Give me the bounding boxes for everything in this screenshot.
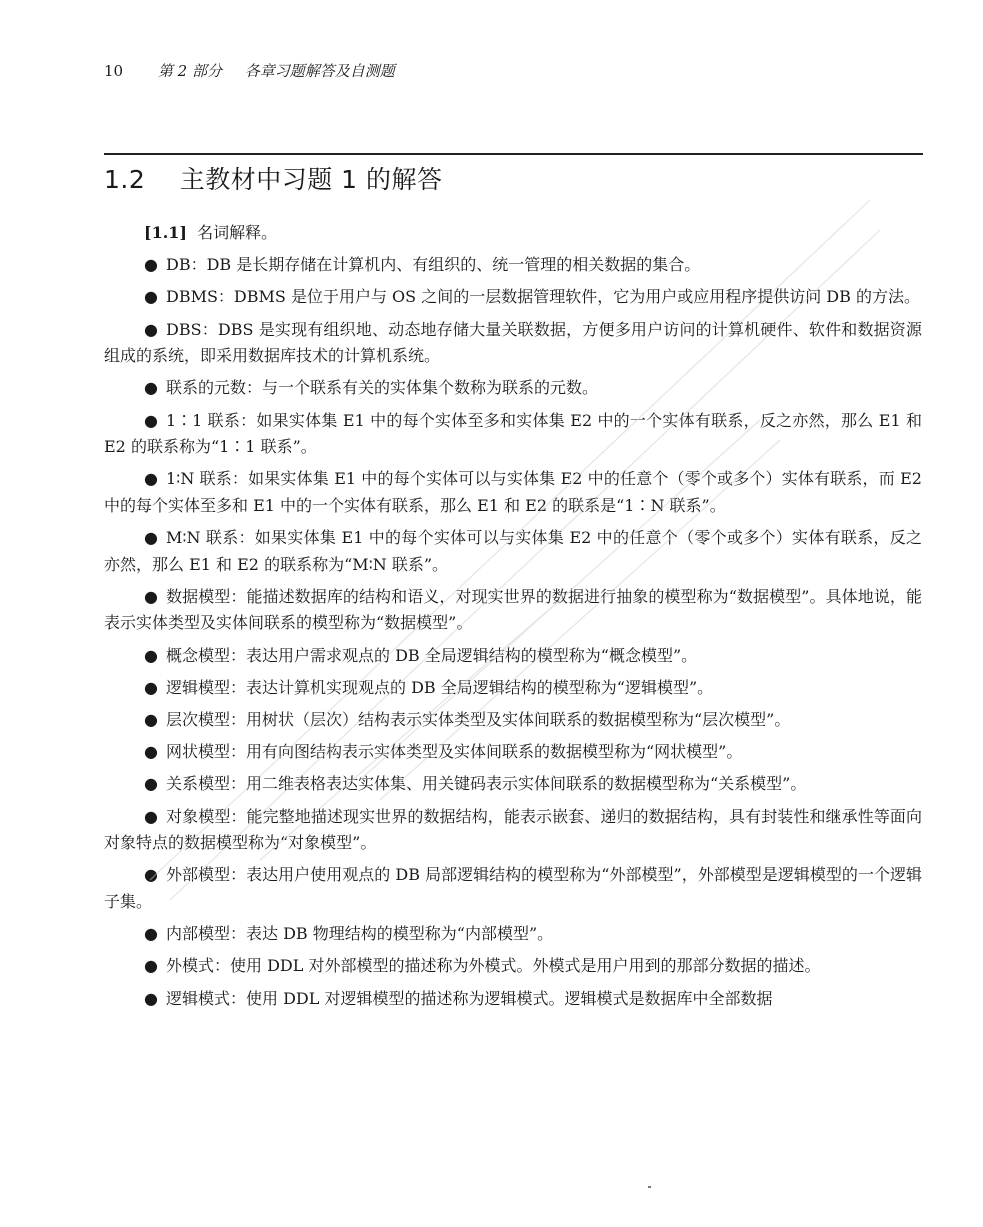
definition-item [104, 317, 922, 370]
definition-text: M∶N 联系：如果实体集 E1 中的每个实体可以与实体集 E2 中的任意个（零个或多个）实体有联系，反之亦然，那么 E1 和 E2 的联系称为“M∶N 联系”。 [104, 528, 922, 574]
bullet-icon: ● [144, 586, 158, 606]
definition-text: 1∶N 联系：如果实体集 E1 中的每个实体可以与实体集 E2 中的任意个（零个或多个）实体有联系，而 E2 中的每个实体至多和 E1 中的一个实体有联系，那么 E1 和 E2 的联系是“1∶N 联系”。 [104, 469, 922, 515]
definition-text: 关系模型：用二维表格表达实体集、用关键码表示实体间联系的数据模型称为“关系模型”。 [166, 774, 807, 794]
definition-item [104, 862, 922, 915]
definition-item [104, 375, 922, 402]
bullet-icon: ● [144, 410, 158, 430]
definition-item [104, 771, 922, 798]
intro-text: 名词解释。 [197, 223, 278, 242]
bullet-icon: ● [144, 287, 158, 307]
definition-list [104, 252, 922, 1012]
intro-paragraph [104, 220, 922, 247]
definition-text: DB：DB 是长期存储在计算机内、有组织的、统一管理的相关数据的集合。 [166, 255, 701, 275]
definition-text: 数据模型：能描述数据库的结构和语义，对现实世界的数据进行抽象的模型称为“数据模型”。具体地说，能表示实体类型及实体间联系的模型称为“数据模型”。 [104, 586, 922, 633]
definition-text: 逻辑模式：使用 DDL 对逻辑模型的描述称为逻辑模式。逻辑模式是数据库中全部数据 [166, 988, 773, 1008]
definition-text: 概念模型：表达用户需求观点的 DB 全局逻辑结构的模型称为“概念模型”。 [166, 645, 698, 665]
bullet-icon: ● [144, 710, 158, 730]
bullet-icon: ● [144, 528, 158, 548]
exercise-ref: [1.1] [144, 223, 187, 242]
definition-item [104, 284, 922, 311]
definition-item [104, 252, 922, 279]
bullet-icon: ● [144, 742, 158, 762]
definition-text: 1∶1 联系：如果实体集 E1 中的每个实体至多和实体集 E2 中的一个实体有联系，反之亦然，那么 E1 和 E2 的联系称为“1∶1 联系”。 [104, 410, 922, 457]
definition-text: 外部模型：表达用户使用观点的 DB 局部逻辑结构的模型称为“外部模型”，外部模型是逻辑模型的一个逻辑子集。 [104, 865, 922, 911]
definition-item [104, 953, 922, 980]
bullet-icon: ● [144, 924, 158, 944]
running-header [104, 60, 395, 81]
bullet-icon: ● [144, 806, 158, 826]
bullet-icon: ● [144, 319, 158, 339]
page-number: 10 [104, 62, 124, 80]
definition-item [104, 643, 922, 670]
definition-item [104, 986, 922, 1013]
speck [648, 1186, 651, 1188]
definition-item [104, 408, 922, 461]
definition-item [104, 525, 922, 578]
bullet-icon: ● [144, 956, 158, 976]
definition-text: 内部模型：表达 DB 物理结构的模型称为“内部模型”。 [166, 924, 554, 944]
bullet-icon: ● [144, 677, 158, 697]
section-number: 1.2 [104, 165, 146, 194]
section-rule [104, 153, 923, 155]
header-part: 第 2 部分 [157, 62, 222, 80]
definition-text: 外模式：使用 DDL 对外部模型的描述称为外模式。外模式是用户用到的那部分数据的描述。 [166, 956, 821, 976]
definition-text: DBS：DBS 是实现有组织地、动态地存储大量关联数据，方便多用户访问的计算机硬件、软件和数据资源组成的系统，即采用数据库技术的计算机系统。 [104, 319, 922, 366]
bullet-icon: ● [144, 469, 158, 489]
definition-text: 网状模型：用有向图结构表示实体类型及实体间联系的数据模型称为“网状模型”。 [166, 742, 743, 762]
definition-text: 联系的元数：与一个联系有关的实体集个数称为联系的元数。 [166, 378, 599, 398]
section-title: 主教材中习题 1 的解答 [179, 165, 443, 194]
body-text [104, 220, 922, 1018]
definition-item [104, 707, 922, 734]
definition-item [104, 804, 922, 857]
definition-item [104, 584, 922, 637]
bullet-icon: ● [144, 988, 158, 1008]
section-heading [104, 160, 443, 196]
bullet-icon: ● [144, 255, 158, 275]
bullet-icon: ● [144, 774, 158, 794]
bullet-icon: ● [144, 865, 158, 885]
header-title: 各章习题解答及自测题 [244, 62, 395, 80]
definition-item [104, 466, 922, 519]
definition-text: 层次模型：用树状（层次）结构表示实体类型及实体间联系的数据模型称为“层次模型”。 [166, 710, 791, 730]
bullet-icon: ● [144, 378, 158, 398]
definition-item [104, 921, 922, 948]
definition-text: 逻辑模型：表达计算机实现观点的 DB 全局逻辑结构的模型称为“逻辑模型”。 [166, 677, 714, 697]
definition-item [104, 739, 922, 766]
definition-item [104, 675, 922, 702]
definition-text: 对象模型：能完整地描述现实世界的数据结构，能表示嵌套、递归的数据结构，具有封装性和继承性等面向对象特点的数据模型称为“对象模型”。 [104, 806, 922, 853]
bullet-icon: ● [144, 645, 158, 665]
definition-text: DBMS：DBMS 是位于用户与 OS 之间的一层数据管理软件，它为用户或应用程序提供访问 DB 的方法。 [166, 287, 920, 307]
